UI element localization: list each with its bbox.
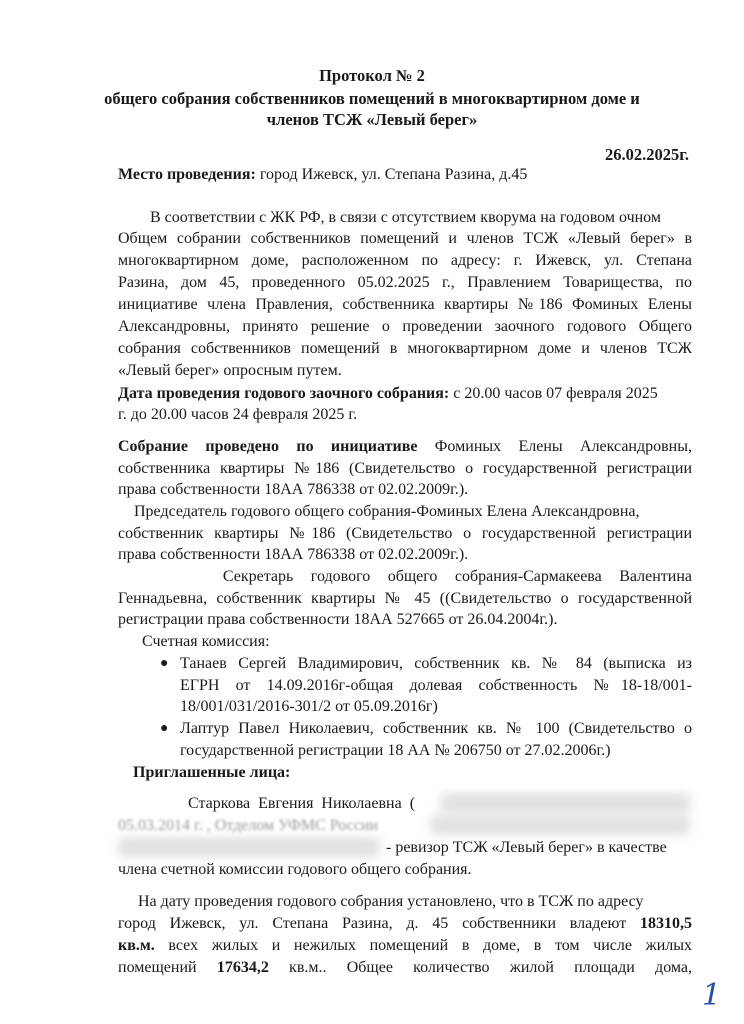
intro-line: многоквартирном доме, расположенном по адресу: г. Ижевск, ул. Степана (118, 252, 692, 269)
initiative-line3: права собственности 18АА 786338 от 02.02.2009г.). (118, 481, 469, 498)
chair-line: права собственности 18АА 786338 от 02.02.2009г.). (118, 546, 469, 563)
commission-member-line: Лаптур Павел Николаевич, собственник кв. № 100 (Свидетельство о (180, 720, 692, 737)
document-subtitle-line2: членов ТСЖ «Левый берег» (266, 110, 478, 129)
invited-line3: - ревизор ТСЖ «Левый берег» в качестве (386, 839, 667, 856)
initiative-label: Собрание проведено по инициативе (118, 438, 418, 455)
dates-label: Дата проведения годового заочного собрания: (118, 385, 450, 402)
secretary-line: Секретарь годового общего собрания-Сармакеева Валентина (118, 568, 692, 585)
summary-text: кв.м.. Общее количество жилой площади дома, (268, 959, 693, 976)
intro-line: собрания собственников помещений в многоквартирном доме и членов ТСЖ (118, 340, 692, 357)
redacted-area (118, 837, 380, 857)
intro-line: инициативе члена Правления, собственника квартиры №186 Фоминых Елены (118, 296, 692, 313)
document-date: 26.02.2025г. (604, 145, 689, 164)
place-label: Место проведения: (118, 166, 256, 183)
unit-label: кв.м. (118, 937, 155, 954)
initiative-value: Фоминых Елены Александровны, (417, 438, 692, 455)
page-number-handwritten: 1 (702, 978, 722, 1013)
summary-text: всех жилых и нежилых помещений в доме, в том числе жилых (154, 937, 692, 954)
initiative-line1 (118, 436, 692, 457)
invited-line1: Старкова Евгения Николаевна ( (188, 795, 416, 812)
redacted-area (440, 793, 690, 813)
summary-text: город Ижевск, ул. Степана Разина, д. 45 собственники владеют (118, 915, 640, 932)
invited-line4: члена счетной комиссии годового общего собрания. (118, 861, 472, 878)
document-title: Протокол № 2 (319, 66, 425, 85)
chair-line: Председатель годового общего собрания-Фоминых Елена Александровна, (118, 503, 640, 520)
intro-line: Общем собрании собственников помещений и членов ТСЖ «Левый берег» в (118, 230, 692, 247)
document-subtitle-line1: общего собрания собственников помещений в многоквартирном доме и (104, 89, 640, 108)
secretary-line: регистрации права собственности 18АА 527665 от 26.04.2004г.). (118, 611, 558, 628)
invited-line2-blurred: 05.03.2014 г. , Отделом УФМС России (118, 817, 379, 834)
place-line (118, 164, 692, 185)
intro-line: Разина, дом 45, проведенного 05.02.2025 г., Правлением Товарищества, по (118, 274, 692, 291)
summary-line: На дату проведения годового собрания установлено, что в ТСЖ по адресу (118, 893, 644, 910)
commission-member-line: Танаев Сергей Владимирович, собственник кв. № 84 (выписка из (180, 655, 692, 672)
summary-text: помещений (118, 959, 217, 976)
commission-label: Счетная комиссия: (118, 633, 270, 650)
summary-line (118, 935, 692, 956)
summary-line (118, 913, 692, 934)
total-area-value: 18310,5 (640, 915, 692, 932)
place-value: город Ижевск, ул. Степана Разина, д.45 (255, 166, 528, 183)
chair-line: собственник квартиры №186 (Свидетельство о государственной регистрации (118, 525, 692, 542)
intro-line: «Левый берег» опросным путем. (118, 362, 342, 379)
dates-line1 (118, 383, 692, 404)
invited-label: Приглашенные лица: (133, 764, 291, 781)
bullet-icon: ● (160, 656, 169, 671)
redacted-area (430, 815, 690, 835)
commission-member-line: государственной регистрации 18 АА № 206750 от 27.02.2006г.) (180, 742, 611, 759)
intro-line: В соответствии с ЖК РФ, в связи с отсутствием кворума на годовом очном (118, 209, 661, 226)
commission-member-line: 18/001/031/2016-301/2 от 05.09.2016г) (180, 698, 438, 715)
initiative-line2: собственника квартиры №186 (Свидетельство о государственной регистрации (118, 460, 692, 477)
summary-line (118, 957, 692, 978)
commission-member-line: ЕГРН от 14.09.2016г-общая долевая собственность №18-18/001- (180, 677, 692, 694)
secretary-line: Геннадьевна, собственник квартиры № 45 ((Свидетельство о государственной (118, 590, 692, 607)
dates-value: с 20.00 часов 07 февраля 2025 (449, 385, 658, 402)
intro-line: Александровны, принято решение о проведении заочного годового Общего (118, 318, 692, 335)
living-area-value: 17634,2 (216, 959, 269, 976)
bullet-icon: ● (160, 721, 169, 736)
dates-line2: г. до 20.00 часов 24 февраля 2025 г. (118, 406, 358, 423)
